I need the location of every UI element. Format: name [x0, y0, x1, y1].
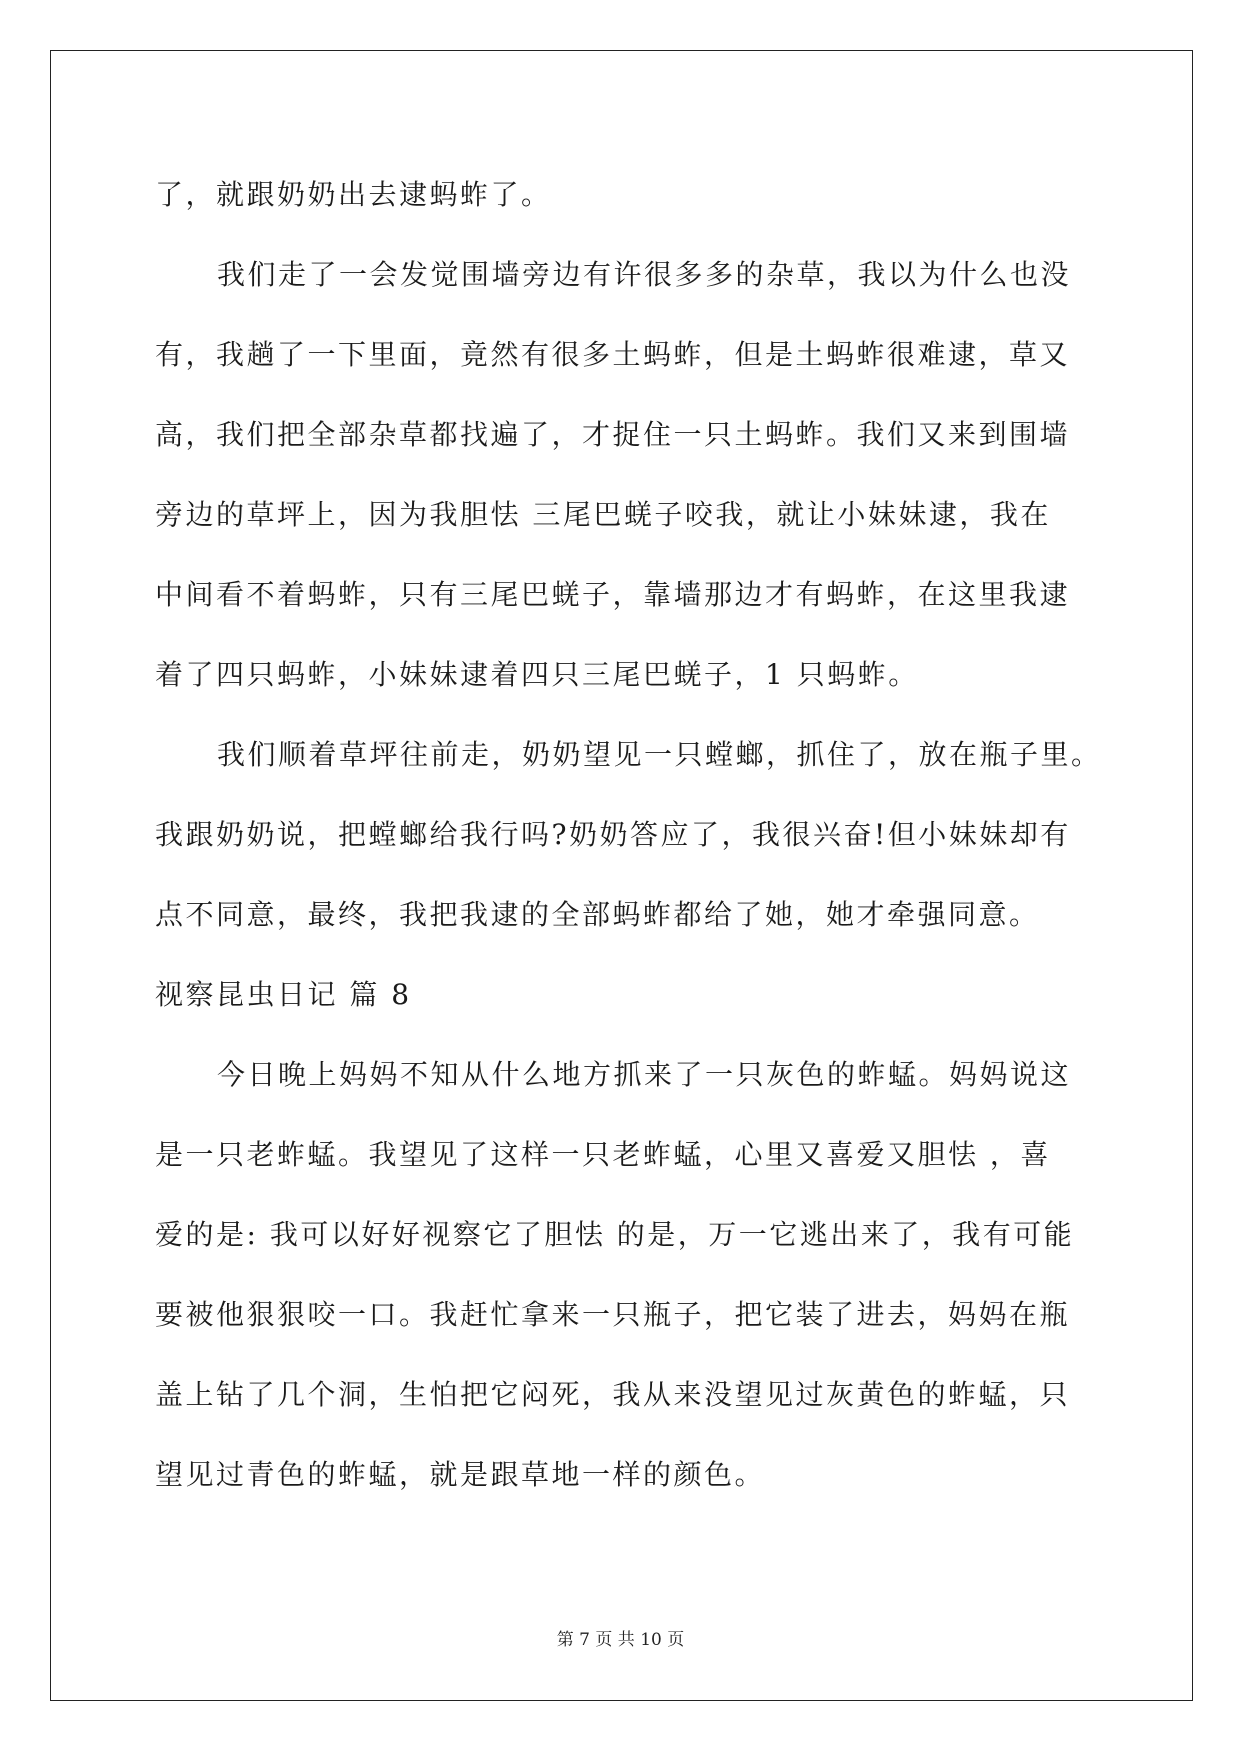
text-line: 点不同意，最终，我把我逮的全部蚂蚱都给了她，她才牵强同意。	[155, 898, 1040, 931]
text-line: 中间看不着蚂蚱，只有三尾巴蜣子，靠墙那边才有蚂蚱，在这里我逮	[155, 578, 1071, 611]
text-line: 望见过青色的蚱蜢，就是跟草地一样的颜色。	[155, 1458, 766, 1491]
text-line: 今日晚上妈妈不知从什么地方抓来了一只灰色的蚱蜢。妈妈说这	[217, 1058, 1072, 1091]
text-line: 旁边的草坪上，因为我胆怯 三尾巴蜣子咬我，就让小妹妹逮，我在	[155, 498, 1051, 531]
text-line: 我们走了一会发觉围墙旁边有许很多多的杂草，我以为什么也没	[217, 258, 1072, 291]
text-line: 爱的是: 我可以好好视察它了胆怯 的是，万一它逃出来了，我有可能	[155, 1218, 1075, 1251]
text-line: 有，我趟了一下里面，竟然有很多土蚂蚱，但是土蚂蚱很难逮，草又	[155, 338, 1071, 371]
document-body	[155, 165, 1102, 1525]
text-line: 我跟奶奶说，把螳螂给我行吗?奶奶答应了，我很兴奋!但小妹妹却有	[155, 818, 1071, 851]
text-line: 高，我们把全部杂草都找遍了，才捉住一只土蚂蚱。我们又来到围墙	[155, 418, 1071, 451]
text-line: 了，就跟奶奶出去逮蚂蚱了。	[155, 178, 552, 211]
text-line: 着了四只蚂蚱，小妹妹逮着四只三尾巴蜣子，1 只蚂蚱。	[155, 658, 919, 691]
page-number-footer: 第 7 页 共 10 页	[556, 1630, 685, 1650]
text-line: 盖上钻了几个洞，生怕把它闷死，我从来没望见过灰黄色的蚱蜢，只	[155, 1378, 1071, 1411]
text-line: 我们顺着草坪往前走，奶奶望见一只螳螂，抓住了，放在瓶子里。	[217, 738, 1102, 771]
section-heading: 视察昆虫日记 篇 8	[155, 978, 412, 1011]
text-line: 是一只老蚱蜢。我望见了这样一只老蚱蜢，心里又喜爱又胆怯 ，喜	[155, 1138, 1051, 1171]
text-line: 要被他狠狠咬一口。我赶忙拿来一只瓶子，把它装了进去，妈妈在瓶	[155, 1298, 1071, 1331]
